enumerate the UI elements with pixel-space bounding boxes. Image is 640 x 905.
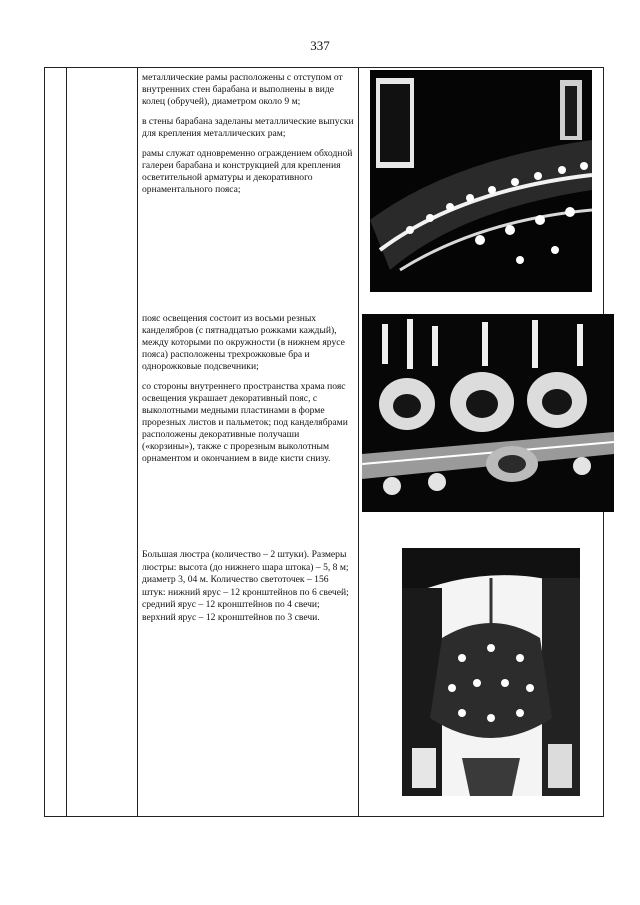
column-divider-4 <box>358 68 359 816</box>
document-table <box>44 67 604 817</box>
row-3-paragraph-1: Большая люстра (количество – 2 штуки). Размеры люстры: высота (до нижнего шара штока) – 5, 8 м; диаметр 3, 04 м. Количество светоточек – 156 штук: нижний ярус – 12 кронштейнов по 6 свечей; средний ярус – 12 кронштейнов по 4 свечи; верхний ярус – 12 кронштейнов по 3 свечи. <box>142 549 349 623</box>
column-divider-3 <box>137 68 138 816</box>
column-divider-2 <box>66 68 67 816</box>
row-1-paragraph-1: металлические рамы расположены с отступом от внутренних стен барабана и выполнены в виде колец (обручей), диаметром около 9 м; <box>142 72 343 107</box>
page-number: 337 <box>310 38 330 53</box>
row-1-text <box>142 72 354 204</box>
row-2-text <box>142 313 354 473</box>
lighting-belt-photo <box>362 314 614 512</box>
column-divider-1 <box>44 68 45 816</box>
row-3-text <box>142 549 354 632</box>
drum-gallery-photo <box>370 70 592 292</box>
row-2-paragraph-2: со стороны внутреннего пространства храма пояс освещения украшает декоративный пояс, с выколотными медными пластинами в форме прорезных листов и пальметок; под канделябрами расположены декоративные получаши («корзины»), также с прорезным выколотным орнаментом и окончанием в виде кисти снизу. <box>142 381 348 464</box>
chandelier-photo <box>402 548 580 796</box>
row-2-paragraph-1: пояс освещения состоит из восьми резных канделябров (с пятнадцатью рожками каждый), между которыми по окружности (в нижнем ярусе пояса) расположены трехрожковые бра и однорожковые подсвечники; <box>142 313 345 372</box>
row-1-paragraph-2: в стены барабана заделаны металлические выпуски для крепления металлических рам; <box>142 116 354 139</box>
row-1-paragraph-3: рамы служат одновременно ограждением обходной галереи барабана и конструкцией для крепления осветительной арматуры и декоративного орнаментального пояса; <box>142 148 353 195</box>
